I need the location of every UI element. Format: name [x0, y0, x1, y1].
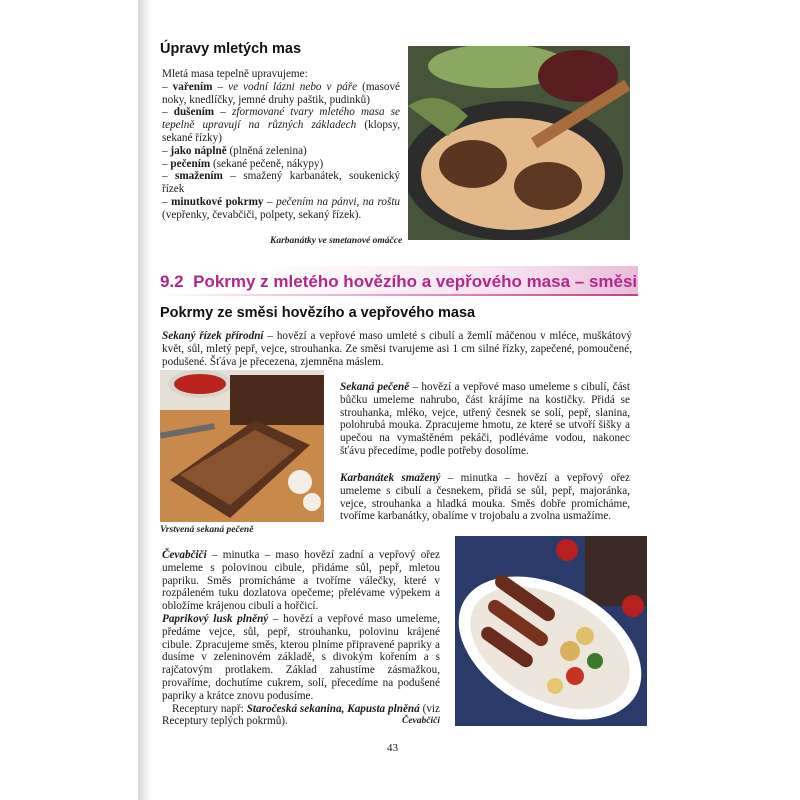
upravy-item: – pečením (sekané pečeně, nákypy) [162, 157, 324, 170]
term-sekany-rizek: Sekaný řízek přírodní [162, 330, 264, 342]
term-sekana-pecene: Sekaná pečeně [340, 381, 410, 393]
photo-sekana [160, 370, 324, 522]
subsection-title-upravy: Úpravy mletých mas [160, 41, 302, 57]
subsection-title-smesi: Pokrmy ze směsi hovězího a vepřového masa [160, 305, 476, 321]
paragraph-sekany-rizek: Sekaný řízek přírodní – hovězí a vepřové maso umleté s cibulí a žemlí máčenou v mléce, muškátový květ, sůl, mletý pepř, vejce, strouhanka. Ze směsi tvarujeme asi 1 cm silné řízky, zapečené, pomoučené, podušené. Šťáva je přecezena, zjemněna máslem. [162, 330, 632, 368]
photo-cevabcici [455, 536, 647, 726]
caption-sekana: Vrstvená sekaná pečeně [160, 525, 254, 535]
upravy-intro: Mletá masa tepelně upravujeme: [162, 68, 308, 80]
upravy-item: – minutkové pokrmy – pečením na pánvi, na roštu (vepřenky, čevabčiči, polpety, sekaný řízek). [162, 195, 401, 221]
page-number: 43 [387, 742, 398, 754]
paragraph-cevabcici: Čevabčiči – minutka – maso hovězí zadní a vepřový ořez umeleme s polovinou cibule, přidáme sůl, pepř, mletou papriku. Směs promícháme a tvoříme válečky, které v rozpáleném tuku dozlatova opečeme; přelévame výpekem a obložíme krájenou cibulí a hořčicí. Paprikový lusk plněný – hovězí a vepřové maso umeleme, předáme vejce, sůl, pepř, strouhanku, polovinu krájené cibule. Zpracujeme směs, kterou plníme připravené papriky a dusíme v zeleninovém základě, s divokým kořením a s rajčatovým protlakem. Základ zahustíme zásmažkou, provaříme, dochutíme cukrem, solí, přecedíme na podušené papriky a krátce znovu podusíme. Receptury např: Staročeská sekanina, Kapusta plněná (viz Receptury teplých pokrmů). [162, 549, 440, 728]
term-karbanatek: Karbanátek smažený [340, 472, 441, 484]
upravy-item: – dušením – zformované tvary mletého masa se tepelně upravují na různých základech (klopsy, sekané řízky) [162, 106, 401, 144]
section-heading: 9.2 Pokrmy z mletého hovězího a vepřového masa – směsi [160, 272, 638, 291]
page-gutter-shadow [138, 0, 152, 800]
upravy-item: – smažením – smažený karbanátek, soukenický řízek [162, 170, 401, 196]
upravy-list [162, 68, 400, 222]
upravy-item: – vařením – ve vodní lázni nebo v páře (masové noky, knedlíčky, jemné druhy paštik, pudinků) [162, 80, 401, 106]
paragraph-sekana-pecene: Sekaná pečeně – hovězí a vepřové maso umeleme s cibulí, část bůčku umeleme nahrubo, část krájíme na kostičky. Přidá se strouhanka, mléko, vejce, utřený česnek se solí, pepř, slanina, polohrubá mouka. Zpracujeme hmotu, ze které se utvoří šišky a upečou na vymaštěném pekáči, podléváme vodou, nakonec šťávu přecedíme, podle potřeby dosolíme. [340, 381, 630, 457]
term-paprikovy-lusk: Paprikový lusk plněný [162, 612, 269, 625]
term-cevabcici: Čevabčiči [162, 549, 207, 561]
upravy-item: – jako náplně (plněná zelenina) [162, 144, 307, 157]
caption-karbanatky: Karbanátky ve smetanové omáčce [270, 236, 403, 246]
photo-karbanatky [408, 46, 630, 240]
caption-cevabcici: Čevabčiči [402, 716, 440, 726]
receptury-names: Staročeská sekanina, Kapusta plněná [246, 702, 420, 715]
paragraph-karbanatek: Karbanátek smažený – minutka – hovězí a vepřový ořez umeleme s cibulí a česnekem, přidá se sůl, pepř, majoránka, vejce, strouhanka a hladká mouka. Směs dobře promícháme, tvoříme karbanátky, obalíme v trojobalu a zvolna usmažíme. [340, 472, 630, 523]
section-heading-underline [158, 294, 638, 296]
